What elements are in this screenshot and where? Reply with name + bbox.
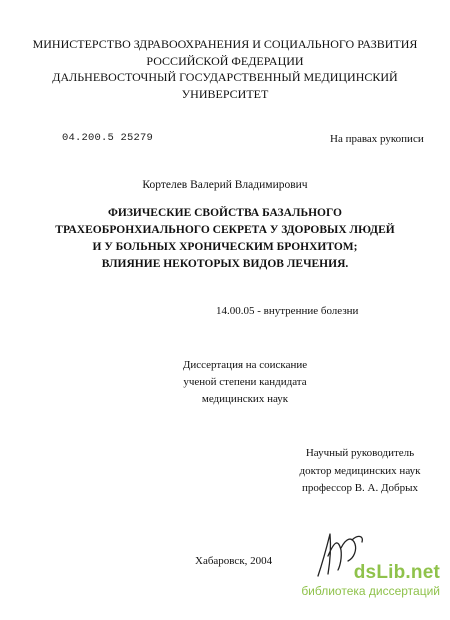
- city-year: Хабаровск, 2004: [195, 555, 273, 567]
- title-line: ФИЗИЧЕСКИЕ СВОЙСТВА БАЗАЛЬНОГО: [108, 207, 342, 219]
- supervisor-line: доктор медицинских наук: [299, 464, 421, 477]
- title-line: ТРАХЕОБРОНХИАЛЬНОГО СЕКРЕТА У ЗДОРОВЫХ ЛЮДЕЙ: [55, 224, 395, 236]
- dslib-watermark: [300, 562, 450, 617]
- watermark-subtitle: библиотека диссертаций: [301, 584, 440, 598]
- degree-line: ученой степени кандидата: [183, 376, 307, 388]
- ministry-header: [0, 36, 450, 102]
- title-line: И У БОЛЬНЫХ ХРОНИЧЕСКИМ БРОНХИТОМ;: [92, 241, 358, 253]
- dissertation-title: [0, 205, 450, 273]
- header-line: ДАЛЬНЕВОСТОЧНЫЙ ГОСУДАРСТВЕННЫЙ МЕДИЦИНСКИЙ: [52, 70, 398, 84]
- header-line: РОССИЙСКОЙ ФЕДЕРАЦИИ: [146, 53, 304, 68]
- degree-line: медицинских наук: [201, 393, 289, 405]
- watermark-logo: dsLib.net: [353, 562, 440, 583]
- degree-line: Диссертация на соискание: [182, 359, 308, 371]
- title-line: ВЛИЯНИЕ НЕКОТОРЫХ ВИДОВ ЛЕЧЕНИЯ.: [101, 258, 349, 270]
- header-line: МИНИСТЕРСТВО ЗДРАВООХРАНЕНИЯ И СОЦИАЛЬНОГО РАЗВИТИЯ: [32, 37, 418, 51]
- registration-number: 04.200.5 25279: [62, 132, 154, 144]
- degree-statement: [145, 357, 345, 408]
- header-line: УНИВЕРСИТЕТ: [181, 86, 269, 101]
- specialty-code: 14.00.05 - внутренние болезни: [216, 305, 359, 317]
- rights-note: На правах рукописи: [330, 133, 424, 145]
- author-name: Кортелев Валерий Владимирович: [142, 179, 308, 191]
- supervisor-line: профессор В. А. Добрых: [302, 482, 418, 494]
- supervisor-block: [290, 445, 430, 498]
- supervisor-line: Научный руководитель: [305, 447, 415, 459]
